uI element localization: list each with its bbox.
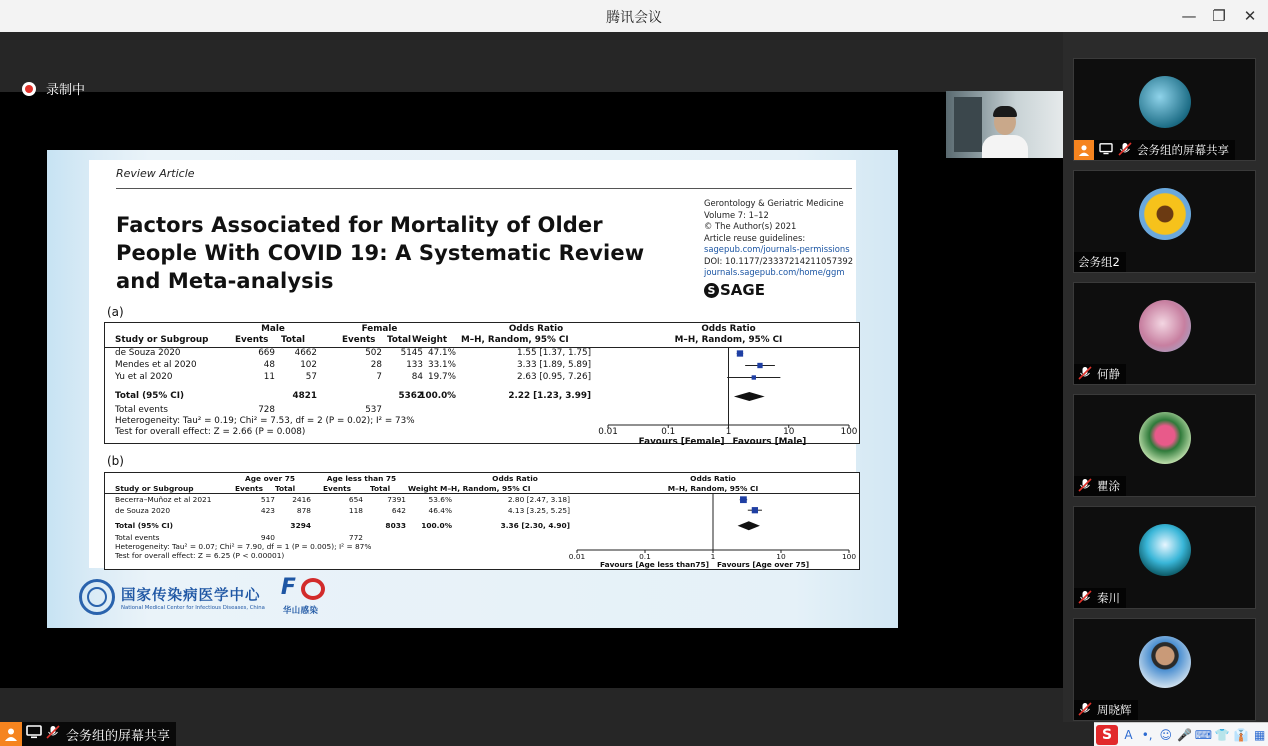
participant-nametag — [1074, 588, 1126, 608]
events-label: Total events — [115, 405, 168, 415]
total-label: Total (95% CI) — [115, 521, 173, 530]
restore-button[interactable]: ❐ — [1212, 7, 1226, 25]
mic-off-icon — [1078, 590, 1092, 607]
journal-home-link: journals.sagepub.com/home/ggm — [704, 267, 845, 277]
pooled-diamond — [738, 521, 760, 530]
forest-plot-a — [104, 322, 860, 447]
mic-off-icon — [1078, 366, 1092, 383]
total-value: 133 — [406, 360, 423, 370]
person-icon — [1074, 140, 1094, 160]
huashan-logo-f: F — [280, 575, 296, 600]
events-header: Events — [235, 484, 264, 493]
total-header: Total — [275, 484, 296, 493]
plot-sub-header: M–H, Random, 95% CI — [674, 335, 783, 345]
group1-header: Age over 75 — [244, 474, 295, 483]
axis-tick-label: 10 — [783, 427, 795, 437]
total-value: 5145 — [400, 348, 423, 358]
axis-tick-label: 1 — [710, 552, 716, 561]
person-icon — [0, 722, 22, 746]
plot-sub-header: M–H, Random, 95% CI — [667, 484, 759, 493]
or-header: Odds Ratio — [492, 474, 538, 483]
participant-tile[interactable] — [1073, 394, 1256, 497]
nccid-seal-icon — [79, 579, 115, 615]
total-header: Total — [387, 335, 412, 345]
participant-nametag — [1074, 700, 1138, 720]
weight-value: 53.6% — [428, 495, 452, 504]
mic-off-icon — [1078, 702, 1092, 719]
heterogeneity-text: Heterogeneity: Tau² = 0.19; Chi² = 7.53, df = 2 (P = 0.02); I² = 73% — [115, 416, 415, 426]
weight-header: Weight — [408, 484, 438, 493]
ci-value: 4.13 [3.25, 5.25] — [507, 505, 570, 515]
participant-list — [1063, 32, 1268, 722]
participant-name: 周晓辉 — [1097, 703, 1132, 717]
favours-right: Favours [Age over 75] — [717, 559, 810, 569]
favours-left: Favours [Female] — [638, 437, 725, 447]
total-value: 7391 — [387, 495, 406, 504]
share-indicator — [0, 722, 176, 746]
ime-menu-icon[interactable]: ▦ — [1254, 727, 1266, 742]
events-value: 423 — [260, 505, 275, 515]
panel-b-label: (b) — [107, 454, 124, 468]
recording-label: 录制中 — [46, 83, 86, 98]
study-point — [752, 507, 758, 513]
study-point — [752, 375, 756, 379]
ci-value: 1.55 [1.37, 1.75] — [516, 348, 591, 358]
ci-value: 2.63 [0.95, 7.26] — [516, 372, 591, 382]
study-name: Becerra–Muñoz et al 2021 — [115, 495, 212, 504]
events-value: 7 — [376, 372, 382, 382]
close-button[interactable]: ✕ — [1243, 7, 1257, 25]
presentation-slide — [47, 150, 898, 628]
weight-value: 100.0% — [421, 521, 452, 530]
journal-volume: Volume 7: 1–12 — [704, 209, 769, 220]
events-value: 728 — [258, 405, 275, 415]
favours-right: Favours [Male] — [732, 437, 807, 447]
total-value: 57 — [305, 372, 317, 382]
sage-s-icon: S — [704, 283, 719, 298]
participant-nametag — [1074, 252, 1126, 272]
title-bar — [0, 0, 1268, 32]
axis-tick-label: 1 — [725, 427, 732, 437]
sage-logo — [704, 281, 765, 299]
events-value: 28 — [370, 360, 382, 370]
total-value: 84 — [411, 372, 423, 382]
total-label: Total (95% CI) — [115, 391, 184, 401]
screen-share-icon — [26, 725, 42, 743]
study-name: de Souza 2020 — [115, 348, 181, 358]
participant-name: 会务组2 — [1078, 255, 1120, 269]
ime-toolbar — [1094, 722, 1268, 746]
participant-tile[interactable] — [1073, 58, 1256, 161]
ime-voice-icon[interactable]: 🎤 — [1176, 727, 1192, 742]
events-header: Events — [342, 335, 376, 345]
total-value: 2416 — [292, 495, 311, 504]
avatar — [1139, 76, 1191, 128]
axis-tick-label: 100 — [841, 552, 857, 561]
study-name: Mendes et al 2020 — [115, 360, 197, 370]
recording-indicator — [22, 79, 85, 98]
ime-language-icon[interactable]: A — [1124, 727, 1133, 742]
ci-value: 2.22 [1.23, 3.99] — [508, 391, 591, 401]
events-value: 537 — [365, 405, 382, 415]
participant-name: 秦川 — [1097, 591, 1120, 605]
axis-tick-label: 0.01 — [568, 552, 586, 561]
axis-tick-label: 0.01 — [598, 427, 618, 437]
avatar — [1139, 188, 1191, 240]
events-value: 48 — [263, 360, 275, 370]
paper-title: Factors Associated for Mortality of Older People With COVID 19: A Systematic Review and Meta-analysis — [116, 213, 645, 293]
journal-doi: DOI: 10.1177/23337214211057392 — [704, 255, 854, 266]
record-icon — [22, 82, 36, 96]
journal-name: Gerontology & Geriatric Medicine — [704, 198, 844, 208]
study-header: Study or Subgroup — [115, 484, 194, 493]
participant-nametag — [1074, 476, 1126, 496]
screen-share-icon — [1099, 143, 1113, 158]
weight-header: Weight — [412, 335, 448, 345]
share-label: 会务组的屏幕共享 — [66, 728, 171, 744]
journal-permissions-link: sagepub.com/journals-permissions — [704, 244, 850, 254]
events-value: 654 — [348, 495, 363, 504]
events-header: Events — [323, 484, 352, 493]
favours-left: Favours [Age less than75] — [600, 559, 709, 569]
ime-keyboard-icon[interactable]: ⌨ — [1194, 727, 1213, 742]
study-point — [740, 496, 747, 503]
journal-meta — [704, 198, 853, 279]
footer-logos — [79, 577, 327, 617]
total-value: 102 — [300, 360, 317, 370]
total-value: 4662 — [294, 348, 317, 358]
participant-name: 会务组的屏幕共享 — [1137, 143, 1229, 157]
study-name: de Souza 2020 — [115, 505, 171, 515]
total-header: Total — [281, 335, 306, 345]
participant-name: 瞿涂 — [1097, 479, 1120, 493]
total-value: 878 — [296, 505, 311, 515]
total-header: Total — [370, 484, 391, 493]
events-value: 940 — [260, 533, 275, 542]
nccid-en: National Medical Center for Infectious Diseases, China — [121, 604, 265, 611]
review-type: Review Article — [116, 167, 195, 180]
total-value: 4821 — [292, 391, 317, 401]
avatar — [1139, 412, 1191, 464]
group2-header: Age less than 75 — [326, 474, 397, 483]
nccid-name — [121, 584, 265, 611]
ime-tools-icon[interactable]: 👔 — [1233, 727, 1249, 742]
huashan-logo — [281, 577, 327, 617]
speaker-video-thumbnail[interactable] — [946, 91, 1063, 158]
avatar — [1139, 524, 1191, 576]
ime-punctuation-icon[interactable]: •, — [1141, 727, 1153, 742]
events-label: Total events — [115, 533, 160, 542]
events-value: 11 — [263, 372, 275, 382]
paper-screenshot — [89, 160, 856, 568]
sage-text: SAGE — [720, 281, 765, 299]
header-rule — [116, 188, 852, 189]
window-shape — [954, 97, 982, 152]
window-title: 腾讯会议 — [606, 10, 662, 26]
pooled-diamond — [734, 392, 765, 401]
total-value: 3294 — [290, 521, 311, 530]
overall-effect-text: Test for overall effect: Z = 2.66 (P = 0.008) — [115, 427, 306, 437]
weight-value: 47.1% — [428, 348, 456, 358]
mic-off-icon — [46, 725, 60, 743]
ci-value: 2.80 [2.47, 3.18] — [507, 495, 570, 504]
heterogeneity-text: Heterogeneity: Tau² = 0.07; Chi² = 7.90, df = 1 (P = 0.005); I² = 87% — [115, 541, 372, 551]
participant-name: 何静 — [1097, 367, 1120, 381]
panel-a-label: (a) — [107, 305, 124, 319]
group2-header: Female — [361, 324, 398, 334]
weight-value: 19.7% — [428, 372, 456, 382]
events-value: 517 — [260, 495, 275, 504]
events-value: 772 — [348, 533, 363, 542]
or-sub-header: M–H, Random, 95% CI — [461, 335, 569, 345]
participant-tile[interactable] — [1073, 506, 1256, 609]
participant-tile[interactable] — [1073, 170, 1256, 273]
sogou-ime-logo[interactable]: S — [1096, 725, 1118, 745]
events-value: 502 — [365, 348, 382, 358]
ime-skin-icon[interactable]: 👕 — [1214, 727, 1230, 742]
or-header: Odds Ratio — [508, 324, 564, 334]
overall-effect-text: Test for overall effect: Z = 6.25 (P < 0.00001) — [115, 550, 285, 560]
avatar — [1139, 300, 1191, 352]
total-value: 642 — [391, 505, 406, 515]
plot-header: Odds Ratio — [690, 474, 736, 483]
group1-header: Male — [261, 324, 285, 334]
events-value: 118 — [348, 505, 363, 515]
ci-value: 3.33 [1.89, 5.89] — [516, 360, 591, 370]
weight-value: 100.0% — [419, 391, 456, 401]
events-value: 669 — [258, 348, 275, 358]
minimize-button[interactable]: — — [1181, 7, 1197, 25]
participant-tile[interactable] — [1073, 282, 1256, 385]
participant-nametag — [1074, 140, 1235, 160]
axis-tick-label: 0.1 — [661, 427, 676, 437]
avatar — [1139, 636, 1191, 688]
ime-emoji-icon[interactable]: ☺ — [1159, 727, 1173, 742]
events-header: Events — [235, 335, 269, 345]
study-name: Yu et al 2020 — [115, 372, 173, 382]
weight-value: 46.4% — [428, 505, 452, 515]
plot-header: Odds Ratio — [701, 324, 756, 334]
axis-tick-label: 10 — [776, 552, 786, 561]
weight-value: 33.1% — [428, 360, 456, 370]
axis-tick-label: 0.1 — [639, 552, 651, 561]
huashan-sub: 华山感染 — [282, 605, 319, 615]
forest-plot-b — [104, 472, 860, 570]
journal-reuse: Article reuse guidelines: — [704, 232, 806, 243]
total-value: 5362 — [398, 391, 423, 401]
study-header: Study or Subgroup — [115, 335, 209, 345]
total-value: 8033 — [385, 521, 406, 530]
huashan-logo-ring — [301, 578, 325, 600]
nccid-cn: 国家传染病医学中心 — [121, 587, 261, 604]
mic-off-icon — [1078, 478, 1092, 495]
or-sub-header: M–H, Random, 95% CI — [440, 484, 531, 493]
mic-off-icon — [1118, 142, 1132, 159]
axis-tick-label: 100 — [840, 427, 858, 437]
study-point — [737, 350, 743, 356]
ci-value: 3.36 [2.30, 4.90] — [500, 521, 570, 530]
person-body — [982, 135, 1028, 158]
person-hair — [993, 106, 1017, 117]
journal-copyright: © The Author(s) 2021 — [704, 221, 797, 231]
participant-tile[interactable] — [1073, 618, 1256, 721]
study-point — [757, 363, 762, 368]
participant-nametag — [1074, 364, 1126, 384]
